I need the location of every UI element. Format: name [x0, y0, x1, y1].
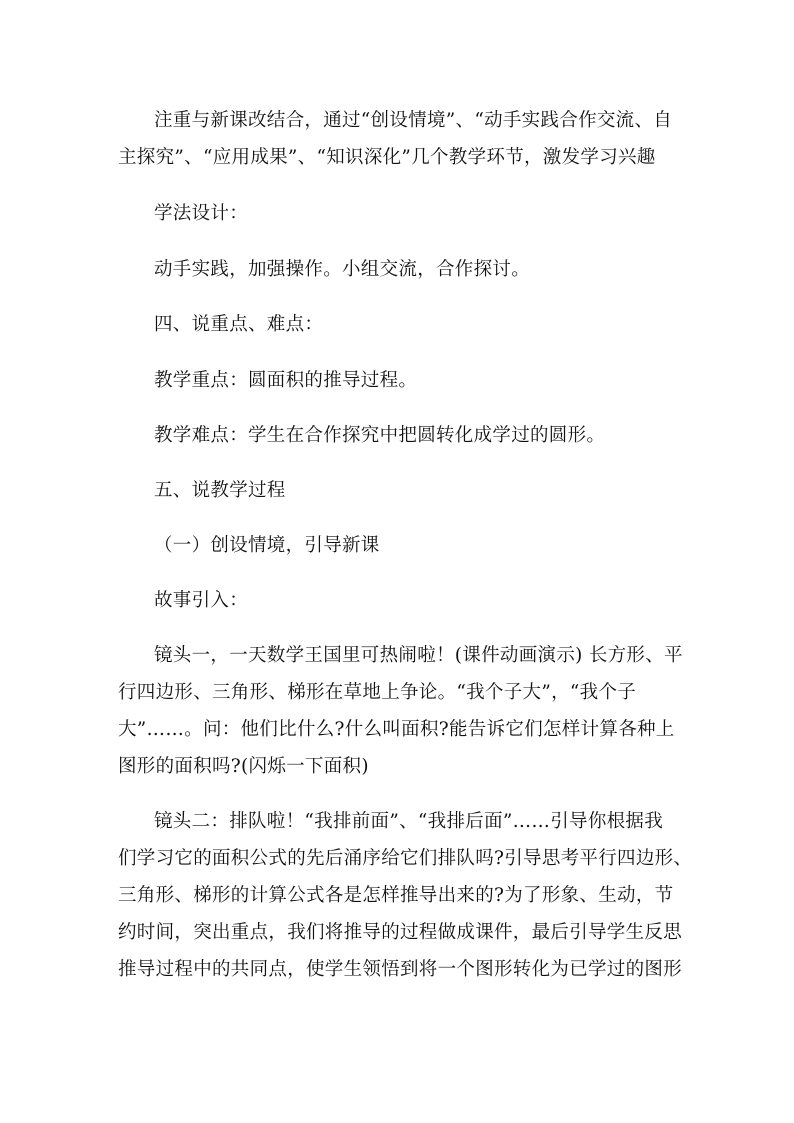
text-line: 行四边形、三角形、梯形在草地上争论。“我个子大”，“我个子 — [118, 682, 637, 703]
paragraph-story-intro — [118, 582, 688, 619]
text-line: （一）创设情境，引导新课 — [154, 535, 380, 556]
paragraph-learning-method-heading — [118, 195, 688, 232]
paragraph-scene-two — [118, 803, 693, 988]
text-line: 镜头二：排队啦！“我排前面”、“我排后面”……引导你根据我 — [154, 811, 664, 832]
text-line: 大”……。问：他们比什么?什么叫面积?能告诉它们怎样计算各种上 — [118, 719, 675, 740]
text-line: 镜头一，一天数学王国里可热闹啦！(课件动画演示) 长方形、平 — [154, 645, 683, 666]
text-line: 学法设计： — [154, 203, 249, 224]
text-line: 约时间，突出重点，我们将推导的过程做成课件，最后引导学生反思 — [118, 922, 683, 943]
text-line: 教学难点：学生在合作探究中把圆转化成学过的圆形。 — [154, 425, 606, 446]
text-line: 动手实践，加强操作。小组交流，合作探讨。 — [154, 259, 531, 280]
paragraph-scene-one — [118, 637, 688, 785]
text-line: 三角形、梯形的计算公式各是怎样推导出来的?为了形象、生动，节 — [118, 885, 674, 906]
paragraph-key-point — [118, 362, 688, 399]
paragraph-teaching-method — [118, 102, 688, 176]
text-line: 注重与新课改结合，通过“创设情境”、“动手实践合作交流、自 — [154, 110, 673, 131]
text-line: 五、说教学过程 — [154, 480, 286, 501]
text-line: 们学习它的面积公式的先后涌序给它们排队吗?引导思考平行四边形、 — [118, 848, 693, 869]
section-heading-key-points — [118, 306, 688, 343]
text-line: 教学重点：圆面积的推导过程。 — [154, 370, 418, 391]
text-line: 推导过程中的共同点，使学生领悟到将一个图形转化为已学过的图形 — [118, 959, 683, 980]
paragraph-learning-method — [118, 251, 688, 288]
text-line: 四、说重点、难点： — [154, 314, 324, 335]
section-heading-teaching-process — [118, 472, 688, 509]
paragraph-difficult-point — [118, 417, 688, 454]
text-line: 主探究”、“应用成果”、“知识深化”几个教学环节，激发学习兴趣 — [118, 147, 656, 168]
text-line: 故事引入： — [154, 590, 249, 611]
text-line: 图形的面积吗?(闪烁一下面积) — [118, 756, 369, 777]
subsection-heading-introduction — [118, 527, 688, 564]
